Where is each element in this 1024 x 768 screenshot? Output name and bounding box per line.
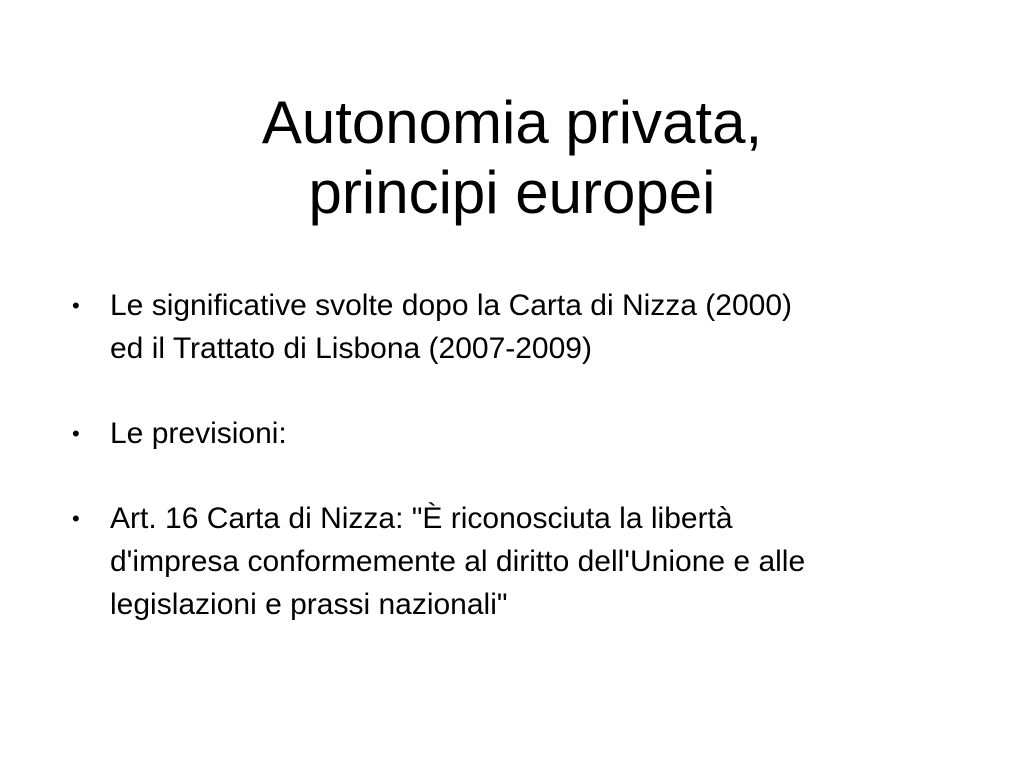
bullet-2-line-1: Le previsioni: xyxy=(110,417,287,450)
slide-title xyxy=(0,88,1024,228)
bullet-dot-icon: • xyxy=(72,421,80,446)
bullet-3-line-3: legislazioni e prassi nazionali" xyxy=(110,588,508,621)
slide-title-line-1: Autonomia privata, xyxy=(261,89,763,157)
bullet-3-line-2: d'impresa conformemente al diritto dell'Unione e alle xyxy=(110,545,806,578)
bullet-1-line-2: ed il Trattato di Lisbona (2007-2009) xyxy=(110,332,592,365)
bullet-item-previsioni xyxy=(72,412,972,455)
bullet-3-line-1: Art. 16 Carta di Nizza: "È riconosciuta la libertà xyxy=(110,502,733,535)
bullet-list xyxy=(72,284,972,626)
slide-title-line-2: principi europei xyxy=(308,159,716,227)
bullet-dot-icon: • xyxy=(72,293,80,318)
bullet-item-art-16 xyxy=(72,497,972,626)
bullet-1-line-1: Le significative svolte dopo la Carta di Nizza (2000) xyxy=(110,289,793,322)
bullet-item-carta-nizza xyxy=(72,284,972,370)
bullet-dot-icon: • xyxy=(72,506,80,531)
